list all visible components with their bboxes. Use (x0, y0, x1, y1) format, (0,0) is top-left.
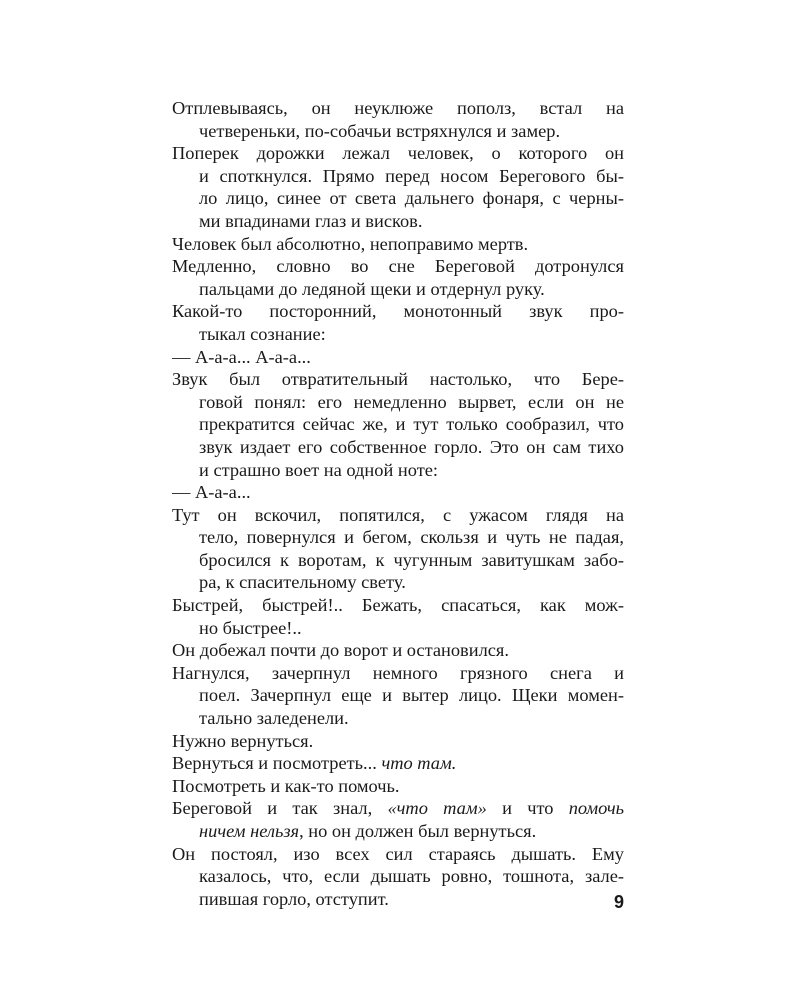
text-run: и что (486, 798, 569, 819)
text-run: Посмотреть и как-то помочь. (172, 775, 400, 796)
text-run: Медленно, словно во сне Береговой дотронулся (172, 256, 624, 277)
paragraph (172, 255, 624, 300)
paragraph (172, 752, 624, 775)
paragraph (172, 639, 624, 662)
text-line (172, 165, 624, 188)
text-line (172, 730, 624, 753)
text-run: тально заледенели. (199, 708, 349, 729)
paragraph (172, 97, 624, 142)
text-line (172, 187, 624, 210)
text-run: пившая горло, отступит. (199, 888, 389, 909)
page-number: 9 (613, 892, 624, 912)
text-run: Он добежал почти до ворот и остановился. (172, 640, 509, 661)
text-run: четвереньки, по-собачьи встряхнулся и замер. (199, 120, 561, 141)
text-line (172, 594, 624, 617)
text-line (172, 684, 624, 707)
text-run: звук издает его собственное горло. Это он сам тихо (199, 436, 624, 457)
text-run: Вернуться и посмотреть... (172, 753, 382, 774)
text-line (172, 120, 624, 143)
body-text (172, 97, 624, 910)
text-line (172, 820, 624, 843)
paragraph (172, 346, 624, 369)
text-line (172, 707, 624, 730)
text-line (172, 843, 624, 866)
text-run: ло лицо, синее от света дальнего фонаря, с черны- (199, 188, 624, 209)
paragraph (172, 797, 624, 842)
text-line (172, 255, 624, 278)
text-line (172, 233, 624, 256)
italic-text: что там. (381, 753, 457, 774)
text-run: Он постоял, изо всех сил стараясь дышать. Ему (172, 843, 624, 864)
text-run: и споткнулся. Прямо перед носом Берегового бы- (199, 165, 624, 186)
paragraph (172, 843, 624, 911)
text-line (172, 865, 624, 888)
text-run: ми впадинами глаз и висков. (199, 210, 423, 231)
text-run: но быстрее!.. (199, 617, 302, 638)
text-line (172, 97, 624, 120)
text-run: Человек был абсолютно, непоправимо мертв. (172, 233, 529, 254)
text-run: Отплевываясь, он неуклюже пополз, встал на (172, 98, 624, 118)
text-run: говой понял: его немедленно вырвет, если он не (199, 391, 624, 412)
text-line (172, 504, 624, 527)
text-run: , но он должен был вернуться. (299, 821, 537, 841)
text-line (172, 300, 624, 323)
paragraph (172, 730, 624, 753)
text-line (172, 436, 624, 459)
text-line (172, 888, 624, 911)
text-run: и страшно воет на одной ноте: (199, 459, 438, 480)
text-line (172, 413, 624, 436)
text-line (172, 752, 624, 775)
paragraph (172, 481, 624, 504)
italic-text: ничем нельзя (199, 821, 300, 841)
text-line (172, 526, 624, 549)
text-line (172, 797, 624, 820)
paragraph (172, 662, 624, 730)
text-line (172, 549, 624, 572)
text-line (172, 662, 624, 685)
italic-text: «что там» (387, 798, 487, 819)
text-run: поел. Зачерпнул еще и вытер лицо. Щеки момен- (199, 685, 624, 706)
text-run: Поперек дорожки лежал человек, о которого он (172, 143, 624, 164)
italic-text: помочь (568, 798, 624, 819)
text-run: Быстрей, быстрей!.. Бежать, спасаться, как мож- (172, 595, 624, 616)
text-run: Тут он вскочил, попятился, с ужасом глядя на (172, 504, 624, 525)
text-line (172, 391, 624, 414)
text-line (172, 346, 624, 369)
paragraph (172, 368, 624, 481)
text-line (172, 571, 624, 594)
paragraph (172, 233, 624, 256)
text-run: тело, повернулся и бегом, скользя и чуть не падая, (199, 527, 624, 548)
text-run: тыкал сознание: (199, 323, 326, 344)
paragraph (172, 775, 624, 798)
text-run: Нагнулся, зачерпнул немного грязного снега и (172, 662, 624, 683)
text-run: Нужно вернуться. (172, 730, 314, 751)
text-line (172, 639, 624, 662)
text-run: прекратится сейчас же, и тут только сообразил, что (199, 414, 624, 435)
text-line (172, 323, 624, 346)
text-run: — А-а-а... А-а-а... (172, 346, 311, 367)
text-run: Звук был отвратительный настолько, что Бере- (172, 369, 624, 390)
text-line (172, 775, 624, 798)
text-run: Какой-то посторонний, монотонный звук про- (172, 301, 624, 322)
text-run: — А-а-а... (172, 482, 251, 503)
text-line (172, 617, 624, 640)
paragraph (172, 142, 624, 232)
text-run: ра, к спасительному свету. (199, 572, 406, 593)
text-run: пальцами до ледяной щеки и отдернул руку. (199, 278, 545, 299)
text-line (172, 459, 624, 482)
text-line (172, 368, 624, 391)
paragraph (172, 594, 624, 639)
paragraph (172, 300, 624, 345)
text-run: казалось, что, если дышать ровно, тошнота, зале- (199, 866, 624, 887)
text-run: бросился к воротам, к чугунным завитушкам забо- (199, 549, 624, 570)
text-line (172, 210, 624, 233)
text-line (172, 278, 624, 301)
paragraph (172, 504, 624, 594)
text-line (172, 481, 624, 504)
text-line (172, 142, 624, 165)
text-run: Береговой и так знал, (172, 798, 388, 819)
